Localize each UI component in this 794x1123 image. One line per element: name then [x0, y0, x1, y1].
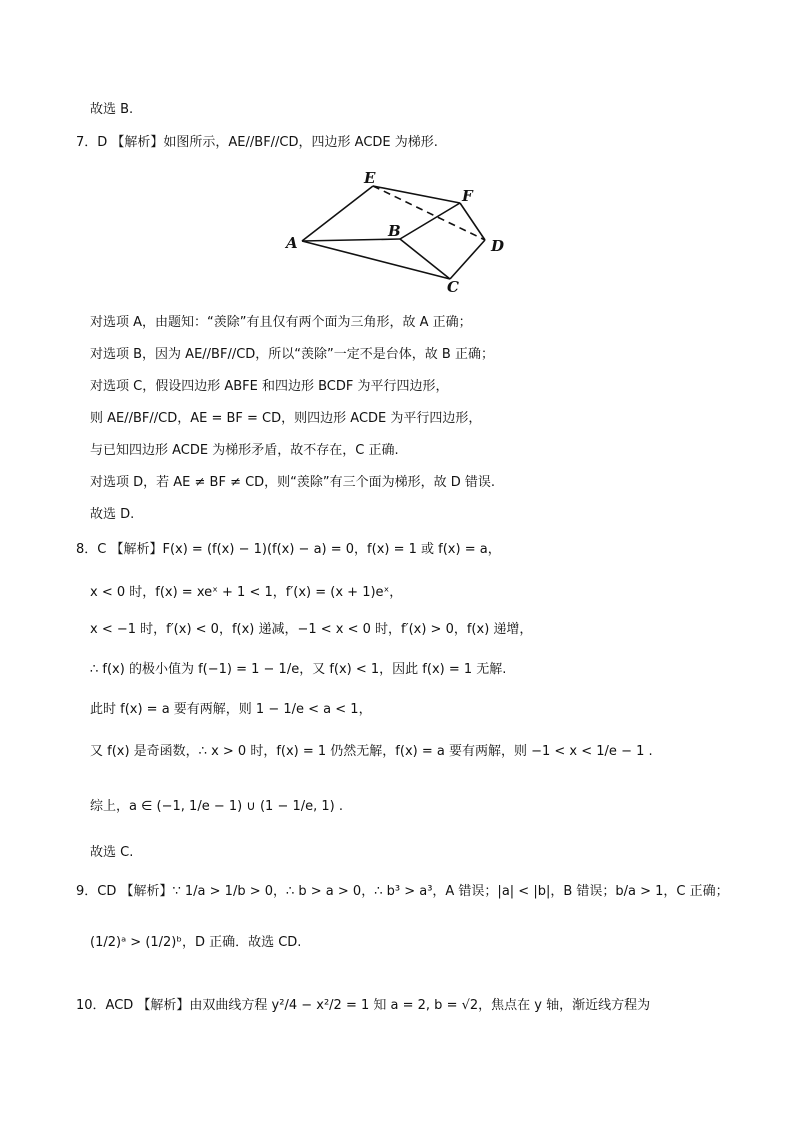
text-line: 此时 f(x) = a 要有两解，则 1 − 1/e < a < 1， — [90, 702, 372, 717]
edge-ca — [302, 241, 450, 279]
text-line: 故选 B. — [90, 102, 134, 117]
label-e: E — [364, 169, 376, 187]
text-line: 9．CD 【解析】∵ 1/a > 1/b > 0，∴ b > a > 0，∴ b³ > a³，A 错误；|a| < |b|，B 错误；b/a > 1，C 正确； — [76, 884, 729, 899]
text-line: 综上，a ∈ (−1, 1/e − 1) ∪ (1 − 1/e, 1) . — [90, 799, 344, 814]
text-line: 与已知四边形 ACDE 为梯形矛盾，故不存在，C 正确. — [90, 443, 399, 458]
label-d: D — [491, 237, 505, 255]
text-line: x < −1 时，f′(x) < 0，f(x) 递减，−1 < x < 0 时，f′(x) > 0，f(x) 递增， — [90, 622, 533, 637]
text-line: 故选 D. — [90, 507, 135, 522]
edge-ab — [302, 239, 400, 241]
text-line: 7．D 【解析】如图所示，AE//BF//CD，四边形 ACDE 为梯形. — [76, 135, 438, 150]
text-line: 对选项 A，由题知：“羡除”有且仅有两个面为三角形，故 A 正确； — [90, 315, 472, 330]
text-line: (1/2)ᵃ > (1/2)ᵇ，D 正确．故选 CD. — [90, 935, 302, 950]
text-line: 故选 C. — [90, 845, 134, 860]
label-f: F — [462, 187, 473, 205]
text-line: ∴ f(x) 的极小值为 f(−1) = 1 − 1/e，又 f(x) < 1，因此 f(x) = 1 无解. — [90, 662, 507, 677]
edge-ae — [302, 186, 373, 241]
text-line: 对选项 C，假设四边形 ABFE 和四边形 BCDF 为平行四边形， — [90, 379, 449, 394]
label-a: A — [286, 234, 298, 252]
label-b: B — [388, 222, 401, 240]
geometry-figure — [280, 168, 520, 296]
text-line: 对选项 B，因为 AE//BF//CD，所以“羡除”一定不是台体，故 B 正确； — [90, 347, 494, 362]
text-line: 10．ACD 【解析】由双曲线方程 y²/4 − x²/2 = 1 知 a = 2, b = √2，焦点在 y 轴，渐近线方程为 — [76, 998, 651, 1013]
text-line: x < 0 时，f(x) = xeˣ + 1 < 1，f′(x) = (x + 1)eˣ， — [90, 585, 403, 600]
text-line: 8．C 【解析】F(x) = (f(x) − 1)(f(x) − a) = 0，f(x) = 1 或 f(x) = a， — [76, 542, 501, 557]
edge-ef — [373, 186, 460, 203]
label-c: C — [447, 278, 459, 296]
edge-dc — [450, 240, 485, 279]
edge-bf — [400, 203, 460, 239]
text-line: 又 f(x) 是奇函数，∴ x > 0 时，f(x) = 1 仍然无解，f(x) = a 要有两解，则 −1 < x < 1/e − 1 . — [90, 744, 653, 759]
text-line: 对选项 D，若 AE ≠ BF ≠ CD，则“羡除”有三个面为梯形，故 D 错误. — [90, 475, 496, 490]
text-line: 则 AE//BF//CD，AE = BF = CD，则四边形 ACDE 为平行四边形， — [90, 411, 482, 426]
